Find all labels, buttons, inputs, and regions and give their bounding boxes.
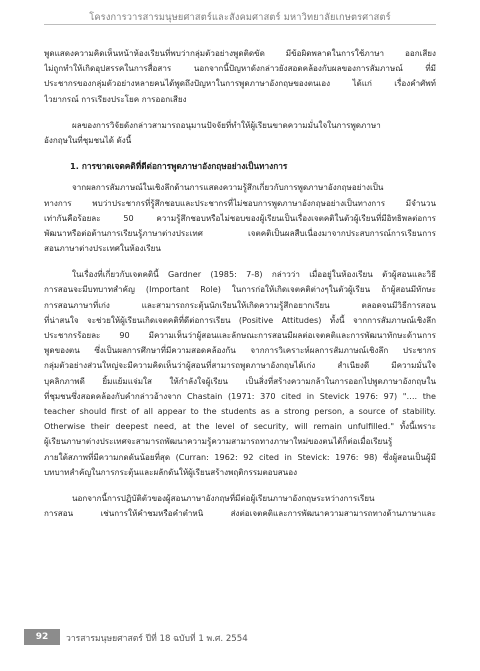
text-line: พูดแสดงความคิดเห็นหน้าห้องเรียนที่พบว่ากลุ่มตัวอย่างพูดติดขัด มีข้อผิดพลาดในการใช้ภาษา ออกเสียง xyxy=(44,48,436,58)
page-footer xyxy=(0,629,480,651)
text-line: ประชากรของกลุ่มตัวอย่างหลายคนได้พูดถึงปัญหาในการพูดภาษาอังกฤษของตนเอง ได้แก่ เรื่องคำศัพท์ xyxy=(44,78,436,89)
text-line: พัฒนาหรือต่อต้านการเรียนรู้ภาษาต่างประเทศ เจตคติเป็นผลสืบเนื่องมาจากประสบการณ์การเรียนการ xyxy=(44,227,436,238)
text-line: ภายใต้สภาพที่มีความกดดันน้อยที่สุด (Curran: 1962: 92 cited in Stevick: 1976: 98) ซึ่งผู้สอนเป็นผู้มี xyxy=(44,451,436,462)
header-rule xyxy=(44,24,436,25)
text-line: กลุ่มตัวอย่างส่วนใหญ่จะมีความคิดเห็นว่าผู้สอนที่สามารถพูดภาษาอังกฤษได้เก่ง สำเนียงดี มีความมั่นใจ xyxy=(44,360,436,371)
header-title: โครงการวารสารมนุษยศาสตร์และสังคมศาสตร์ มหาวิทยาลัยเกษตรศาสตร์ xyxy=(89,12,391,23)
text-line: ในเรื่องที่เกี่ยวกับเจตคตินี้ Gardner (1985: 7-8) กล่าวว่า เมื่ออยู่ในห้องเรียน ตัวผู้สอนและวิธี xyxy=(72,269,436,280)
text-line: ไวยากรณ์ การเรียงประโยค การออกเสียง xyxy=(44,93,187,104)
text-line: Otherwise their deepest need, at the level of security, will remain unfulfilled." ทั้งนี้เพราะ xyxy=(44,421,436,432)
text-line: การสอนภาษาที่เก่ง และสามารถกระตุ้นนักเรียนให้เกิดความรู้สึกอยากเรียน ตลอดจนมีวิธีการสอน xyxy=(44,299,436,310)
text-line: ทางการ พบว่าประชากรที่รู้สึกชอบและประชากรที่ไม่ชอบการพูดภาษาอังกฤษอย่างเป็นทางการ มีจำนวน xyxy=(44,197,436,208)
text-line: บทบาทสำคัญในการกระตุ้นและผลักดันให้ผู้เรียนสร้างพฤติกรรมตอบสนอง xyxy=(44,466,298,477)
text-line: บุคลิกภาพดี ยิ้มแย้มแจ่มใส ให้กำลังใจผู้เรียน เป็นสิ่งที่สร้างความกล้าในการออกไปพูดภาษาอังกฤษใน xyxy=(44,375,436,386)
document-body xyxy=(44,46,436,532)
text-line: ผู้เรียนภาษาต่างประเทศจะสามารถพัฒนาความรู้ความสามารถทางภาษาใหม่ของตนได้ก็ต่อเมื่อเรียนรู้ xyxy=(44,436,393,447)
text-line: เท่ากันคือร้อยละ 50 ความรู้สึกชอบหรือไม่ชอบของผู้เรียนเป็นเรื่องเจตคติในตัวผู้เรียนที่มีอิทธิพลต่อการ xyxy=(44,212,436,223)
section-heading: 1. การขาดเจตคติที่ดีต่อการพูดภาษาอังกฤษอย่างเป็นทางการ xyxy=(70,161,288,172)
text-line: สอนภาษาต่างประเทศในห้องเรียน xyxy=(44,243,161,254)
paragraph-1 xyxy=(44,46,436,107)
paragraph-5 xyxy=(44,491,436,521)
journal-info: วารสารมนุษยศาสตร์ ปีที่ 18 ฉบับที่ 1 พ.ศ. 2554 xyxy=(66,634,248,644)
text-line: teacher should first of all appear to the students as a strong person, a source of stability. xyxy=(44,405,436,416)
text-line: ผลของการวิจัยดังกล่าวสามารถอนุมานปัจจัยที่ทำให้ผู้เรียนขาดความมั่นใจในการพูดภาษา xyxy=(72,119,381,130)
text-line: อังกฤษในที่ชุมชนได้ ดังนี้ xyxy=(44,134,132,145)
page-header xyxy=(0,0,480,30)
page-number: 92 xyxy=(24,629,60,645)
text-line: พูดของตน ซึ่งเป็นผลการศึกษาที่มีความสอดคล้องกัน จากการวิเคราะห์ผลการสัมภาษณ์เชิงลึก ประชากร xyxy=(44,345,436,356)
paragraph-2 xyxy=(44,118,436,148)
text-line: ประชากรร้อยละ 90 มีความเห็นว่าผู้สอนและลักษณะการสอนมีผลต่อเจตคติและการพัฒนาทักษะด้านการ xyxy=(44,330,436,341)
text-line: ที่น่าสนใจ จะช่วยให้ผู้เรียนเกิดเจตคติที่ดีต่อการเรียน (Positive Attitudes) ทั้งนี้ จากการสัมภาษณ์เชิงลึก xyxy=(44,314,436,325)
paragraph-4 xyxy=(44,267,436,480)
text-line: จากผลการสัมภาษณ์ในเชิงลึกด้านการแสดงความรู้สึกเกี่ยวกับการพูดภาษาอังกฤษอย่างเป็น xyxy=(72,182,384,193)
text-line: การสอน เช่นการให้คำชมหรือคำตำหนิ ส่งต่อเจตคติและการพัฒนาความสามารถทางด้านภาษาและ xyxy=(44,508,436,519)
paragraph-3 xyxy=(44,180,436,256)
text-line: ที่ชุมชนซึ่งสอดคล้องกับคำกล่าวอ้างจาก Chastain (1971: 370 cited in Stevick 1976: 97) "…. the xyxy=(44,390,436,401)
text-line: ไม่ถูกทำให้เกิดอุปสรรคในการสื่อสาร นอกจากนี้ปัญหาดังกล่าวยังสอดคล้องกับผลของการสัมภาษณ์ ที่มี xyxy=(44,63,436,74)
text-line: การสอนจะมีบทบาทสำคัญ (Important Role) ในการก่อให้เกิดเจตคติต่างๆในตัวผู้เรียน ถ้าผู้สอนมีทักษะ xyxy=(44,284,436,295)
text-line: นอกจากนี้การปฏิบัติตัวของผู้สอนภาษาอังกฤษที่มีต่อผู้เรียนภาษาอังกฤษระหว่างการเรียน xyxy=(72,492,375,503)
